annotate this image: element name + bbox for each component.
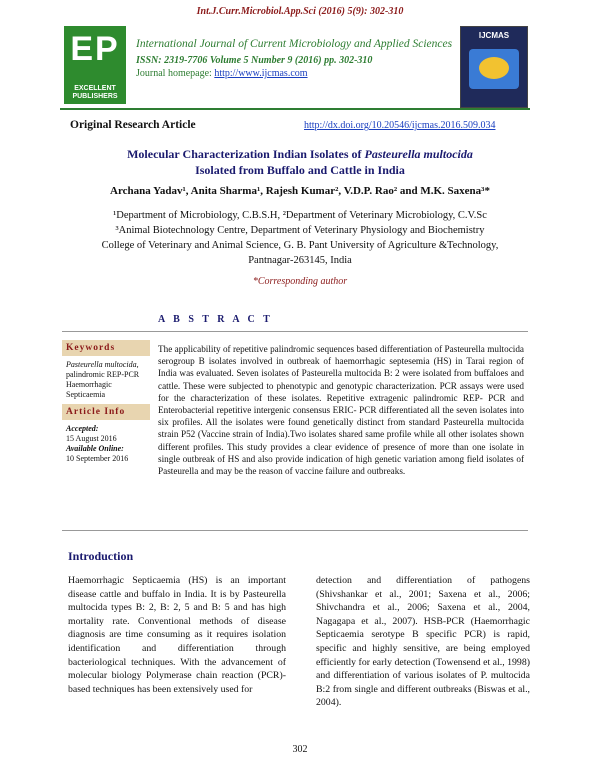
online-label: Available Online: [66,444,124,453]
issn-line: ISSN: 2319-7706 Volume 5 Number 9 (2016) pp. 302-310 [136,55,373,66]
keyword-item: palindromic REP-PCR [66,370,140,379]
title-part-1: Molecular Characterization Indian Isolates of [127,147,365,161]
affiliation-line: ³Animal Biotechnology Centre, Department of Veterinary Physiology and Biochemistry [115,225,485,236]
title-organism: Pasteurella multocida [364,147,473,161]
article-info-body [62,420,150,468]
homepage-label: Journal homepage: [136,68,215,79]
intro-column-left: Haemorrhagic Septicaemia (HS) is an important disease cattle and buffalo in India. It is by Pasteurella multocida types B: 2, B: 2, 5 and B: 5 and has high mortality rate. Conventional methods of disease diagnosis are time consuming as it requires isolation identification and differentiation through bacteriological techniques. With the advancement of molecular biology Polymerase chain reaction (PCR)-based techniques has been extensively used for [68,575,286,695]
keyword-item: Haemorrhagic Septicaemia [66,380,112,399]
logo-publisher-name: EXCELLENT PUBLISHERS [72,85,118,100]
abstract-text: The applicability of repetitive palindromic sequences based differentiation of Pasteurella multocida serogroup B isolates involved in outbreak of haemorrhagic septesemia (HS) in Tarai region of India was evaluated. Seven isolates of Pasteurella multocida B: 2 were isolated from buffaloes and cattle. These were subjected to phenotypic and genotypic characterization. PCR assays were used for the characterization of these isolates. Repetitive extragenic palindromic REP- PCR and Enterobacterial repetitive intergenic consensus ERIC- PCR differentiated all the seven isolates into six profiles. All the isolates were found genetically distinct from standard Pasteurella multocida strain P52 (Vaccine strain of India).Two isolates shared same profile while all other isolates shown different profiles. This study provides a clear evidence of presence of more than one isolate in single outbreak of HS and also provide indication of high genetic variation among field isolates of Pasteurella and may be the reason of vaccine failure and outbreaks. [158,344,524,477]
affiliation-line: College of Veterinary and Animal Science, G. B. Pant University of Agriculture &Technology, [101,240,499,251]
author-list: Archana Yadav¹, Anita Sharma¹, Rajesh Kumar², V.D.P. Rao² and M.K. Saxena³* [110,185,490,197]
journal-name: International Journal of Current Microbiology and Applied Sciences [136,38,453,50]
running-head: Int.J.Curr.Microbiol.App.Sci (2016) 5(9): 302-310 [196,6,404,17]
affiliation-line: Pantnagar-263145, India [248,255,352,266]
abstract-bottom-rule [62,530,528,531]
article-type: Original Research Article [70,119,196,131]
intro-column-right: detection and differentiation of pathogens (Shivshankar et al., 2001; Saxena et al., 2006; Shivchandra et al., 2006; Saxena et al., 2004, Nagagapa et al., 2007). HSB-PCR (Haemorrhagic Septicaemia serotype B specific PCR) is rapid, specific and highly sensitive, are being employed efficiently for early detection (Towensend et al., 1998) and differentiation of various isolates of P. multocida B:2 from single and different outbreaks (Biswas et al., 2004). [316,575,530,709]
article-sidebar [62,340,150,468]
header-divider [60,108,530,110]
affiliations [60,208,540,268]
page-number: 302 [292,744,308,755]
journal-cover-image [460,26,528,108]
publisher-logo [64,26,126,104]
paper-title [60,146,540,178]
online-date: 10 September 2016 [66,454,129,463]
logo-letters: EP [70,30,120,68]
keywords-heading: Keywords [62,340,150,356]
doi-link[interactable]: http://dx.doi.org/10.20546/ijcmas.2016.509.034 [304,120,496,131]
introduction-heading: Introduction [68,549,134,563]
journal-homepage [136,68,308,79]
accepted-label: Accepted: [66,424,99,433]
abstract-heading: A B S T R A C T [158,314,273,325]
homepage-link[interactable]: http://www.ijcmas.com [214,68,308,79]
article-info-heading: Article Info [62,404,150,420]
keyword-item: Pasteurella multocida, [66,360,139,369]
accepted-date: 15 August 2016 [66,434,117,443]
keywords-list [62,356,150,404]
affiliation-line: ¹Department of Microbiology, C.B.S.H, ²Department of Veterinary Microbiology, C.V.Sc [113,210,487,221]
abstract-top-rule [62,331,528,332]
title-part-2: Isolated from Buffalo and Cattle in India [195,163,405,177]
cover-title: IJCMAS [478,31,510,40]
cover-graphic-center [479,57,509,79]
corresponding-author-note: *Corresponding author [252,276,348,287]
